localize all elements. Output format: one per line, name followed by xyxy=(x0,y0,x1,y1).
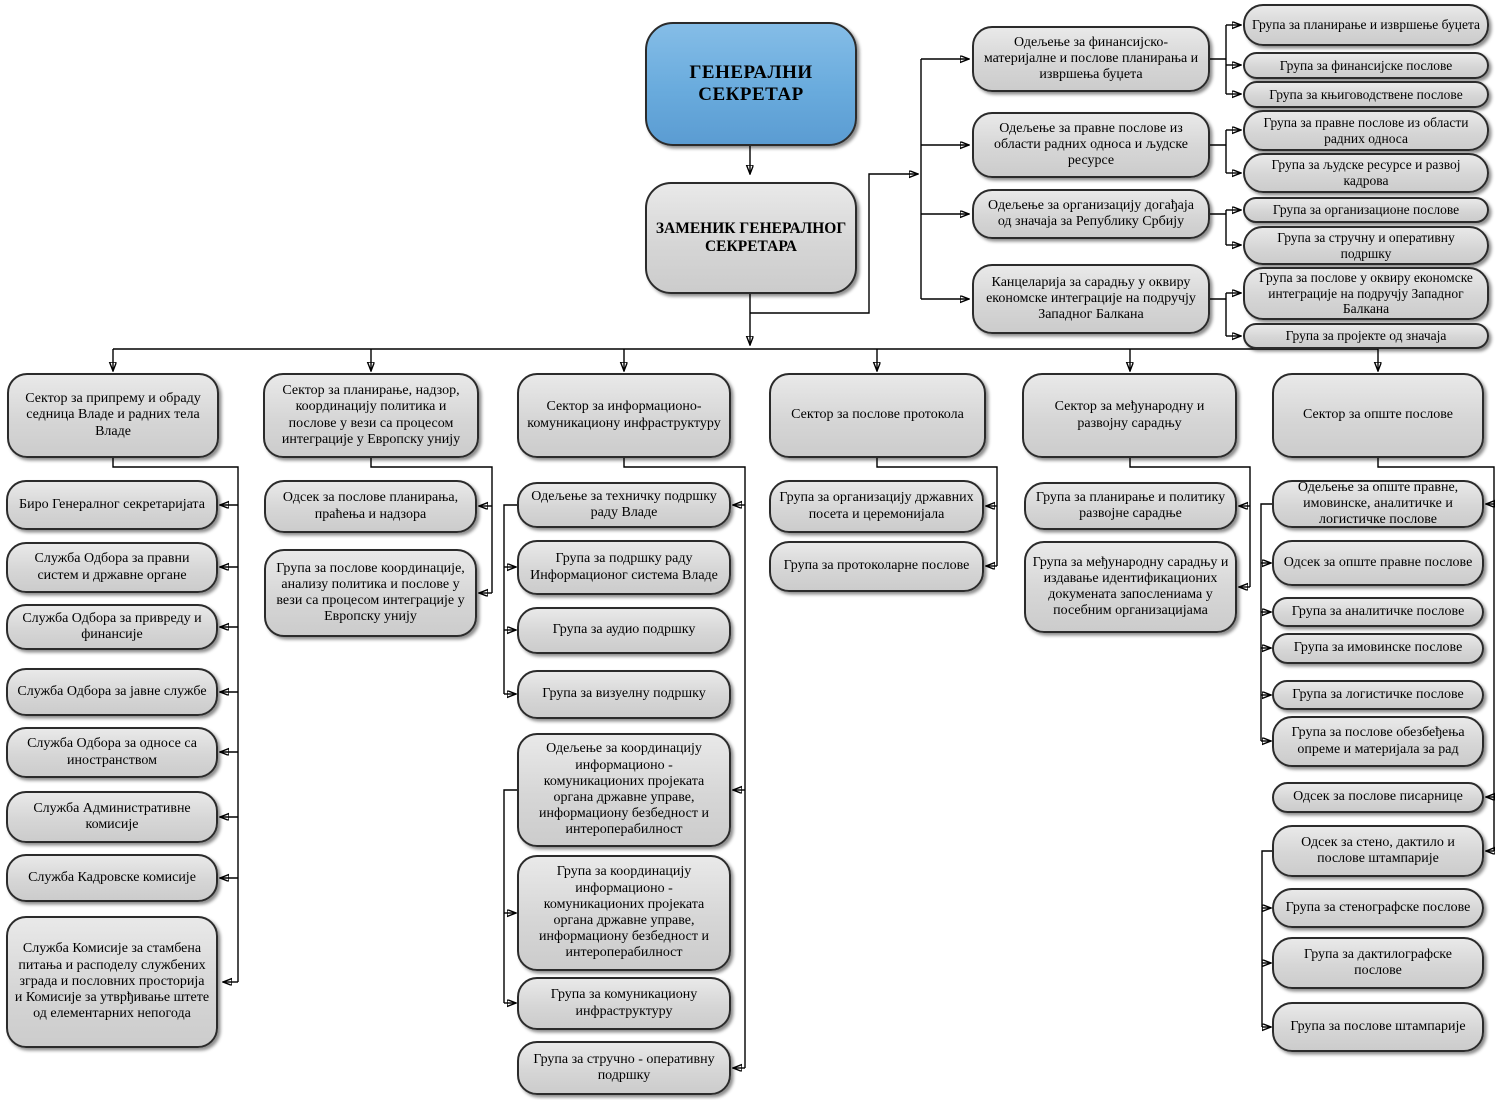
sector-box-2: Сектор за планирање, надзор, координацију политика и послове у вези са процесом интеграције у Европску унију xyxy=(263,373,479,458)
unit-box: Служба Одбора за привреду и финансије xyxy=(6,604,218,650)
group-box: Група за планирање и извршење буџета xyxy=(1243,4,1489,46)
sector-box-1: Сектор за припрему и обраду седница Владе и радних тела Владе xyxy=(7,373,219,458)
unit-box: Група за стенографске послове xyxy=(1272,888,1484,928)
node-general-secretary: ГЕНЕРАЛНИ СЕКРЕТАР xyxy=(645,22,857,146)
dept-box-1: Одељење за финансијско-материјалне и послове планирања и извршења буџета xyxy=(972,26,1210,92)
group-box: Група за организационе послове xyxy=(1243,197,1489,223)
sector-box-5: Сектор за међународну и развојну сарадњу xyxy=(1022,373,1237,458)
group-box: Група за пројекте од значаја xyxy=(1243,323,1489,349)
group-box: Група за правне послове из области радних односа xyxy=(1243,110,1489,151)
unit-box: Група за подршку раду Информационог система Владе xyxy=(517,540,731,595)
group-box: Група за људске ресурсе и развој кадрова xyxy=(1243,153,1489,193)
unit-box: Група за комуникациону инфраструктуру xyxy=(517,977,731,1030)
unit-box: Служба Одбора за односе са иностранством xyxy=(6,727,218,778)
unit-box: Група за послове штампарије xyxy=(1272,1002,1484,1052)
group-box: Група за послове у оквиру економске интеграције на подручју Западног Балкана xyxy=(1243,267,1489,320)
unit-box: Одељење за техничку подршку раду Владе xyxy=(517,482,731,528)
unit-box: Служба Кадровске комисије xyxy=(6,854,218,902)
unit-box: Група за протоколарне послове xyxy=(769,541,984,592)
dept-box-2: Одељење за правне послове из области радних односа и људске ресурсе xyxy=(972,112,1210,178)
unit-box: Биро Генералног секретаријата xyxy=(6,480,218,530)
unit-box: Служба Одбора за јавне службе xyxy=(6,668,218,716)
unit-box: Група за послове обезбеђења опреме и материјала за рад xyxy=(1272,716,1484,767)
unit-box: Група за аудио подршку xyxy=(517,607,731,654)
unit-box: Група за послове координације, анализу политика и послове у вези са процесом интеграције у Европску унију xyxy=(264,549,477,637)
sector-box-6: Сектор за опште послове xyxy=(1272,373,1484,458)
unit-box: Одсек за опште правне послове xyxy=(1272,540,1484,586)
unit-box: Група за визуелну подршку xyxy=(517,670,731,719)
unit-box: Група за међународну сарадњу и издавање идентификационих докумената запослениама у посебним организацијама xyxy=(1024,541,1237,633)
group-box: Група за финансијске послове xyxy=(1243,52,1489,79)
unit-box: Одељење за опште правне, имовинске, аналитичке и логистичке послове xyxy=(1272,480,1484,528)
unit-box: Група за аналитичке послове xyxy=(1272,597,1484,627)
unit-box: Одсек за послове писарнице xyxy=(1272,782,1484,813)
unit-box: Одељење за координацију информационо - комуникационих пројеката органа државне управе, информациону безбедност и интероперабилност xyxy=(517,733,731,847)
unit-box: Група за имовинске послове xyxy=(1272,633,1484,664)
unit-box: Група за логистичке послове xyxy=(1272,680,1484,710)
unit-box: Група за стручно - оперативну подршку xyxy=(517,1041,731,1095)
unit-box: Група за организацију државних посета и церемонијала xyxy=(769,480,984,533)
sector-box-4: Сектор за послове протокола xyxy=(769,373,986,458)
unit-box: Група за планирање и политику развојне сарадње xyxy=(1024,482,1237,530)
dept-box-4: Канцеларија за сарадњу у оквиру економске интеграције на подручју Западног Балкана xyxy=(972,264,1210,334)
unit-box: Служба Административне комисије xyxy=(6,791,218,843)
unit-box: Одсек за стено, дактило и послове штампарије xyxy=(1272,825,1484,877)
unit-box: Група за координацију информационо - комуникационих пројеката органа државне управе, информациону безбедност и интероперабилност xyxy=(517,855,731,971)
unit-box: Одсек за послове планирања, праћења и надзора xyxy=(264,480,477,533)
group-box: Група за књиговодствене послове xyxy=(1243,81,1489,108)
sector-box-3: Сектор за информационо-комуникациону инфраструктуру xyxy=(517,373,731,458)
unit-box: Служба Комисије за стамбена питања и расподелу службених зграда и пословних просторија и Комисије за утврђивање штете од елементарних непогода xyxy=(6,916,218,1048)
unit-box: Служба Одбора за правни систем и државне органе xyxy=(6,542,218,593)
dept-box-3: Одељење за организацију догађаја од значаја за Републику Србију xyxy=(972,189,1210,239)
group-box: Група за стручну и оперативну подршку xyxy=(1243,226,1489,265)
unit-box: Група за дактилографске послове xyxy=(1272,937,1484,989)
node-deputy-general-secretary: ЗАМЕНИК ГЕНЕРАЛНОГ СЕКРЕТАРА xyxy=(645,182,857,294)
